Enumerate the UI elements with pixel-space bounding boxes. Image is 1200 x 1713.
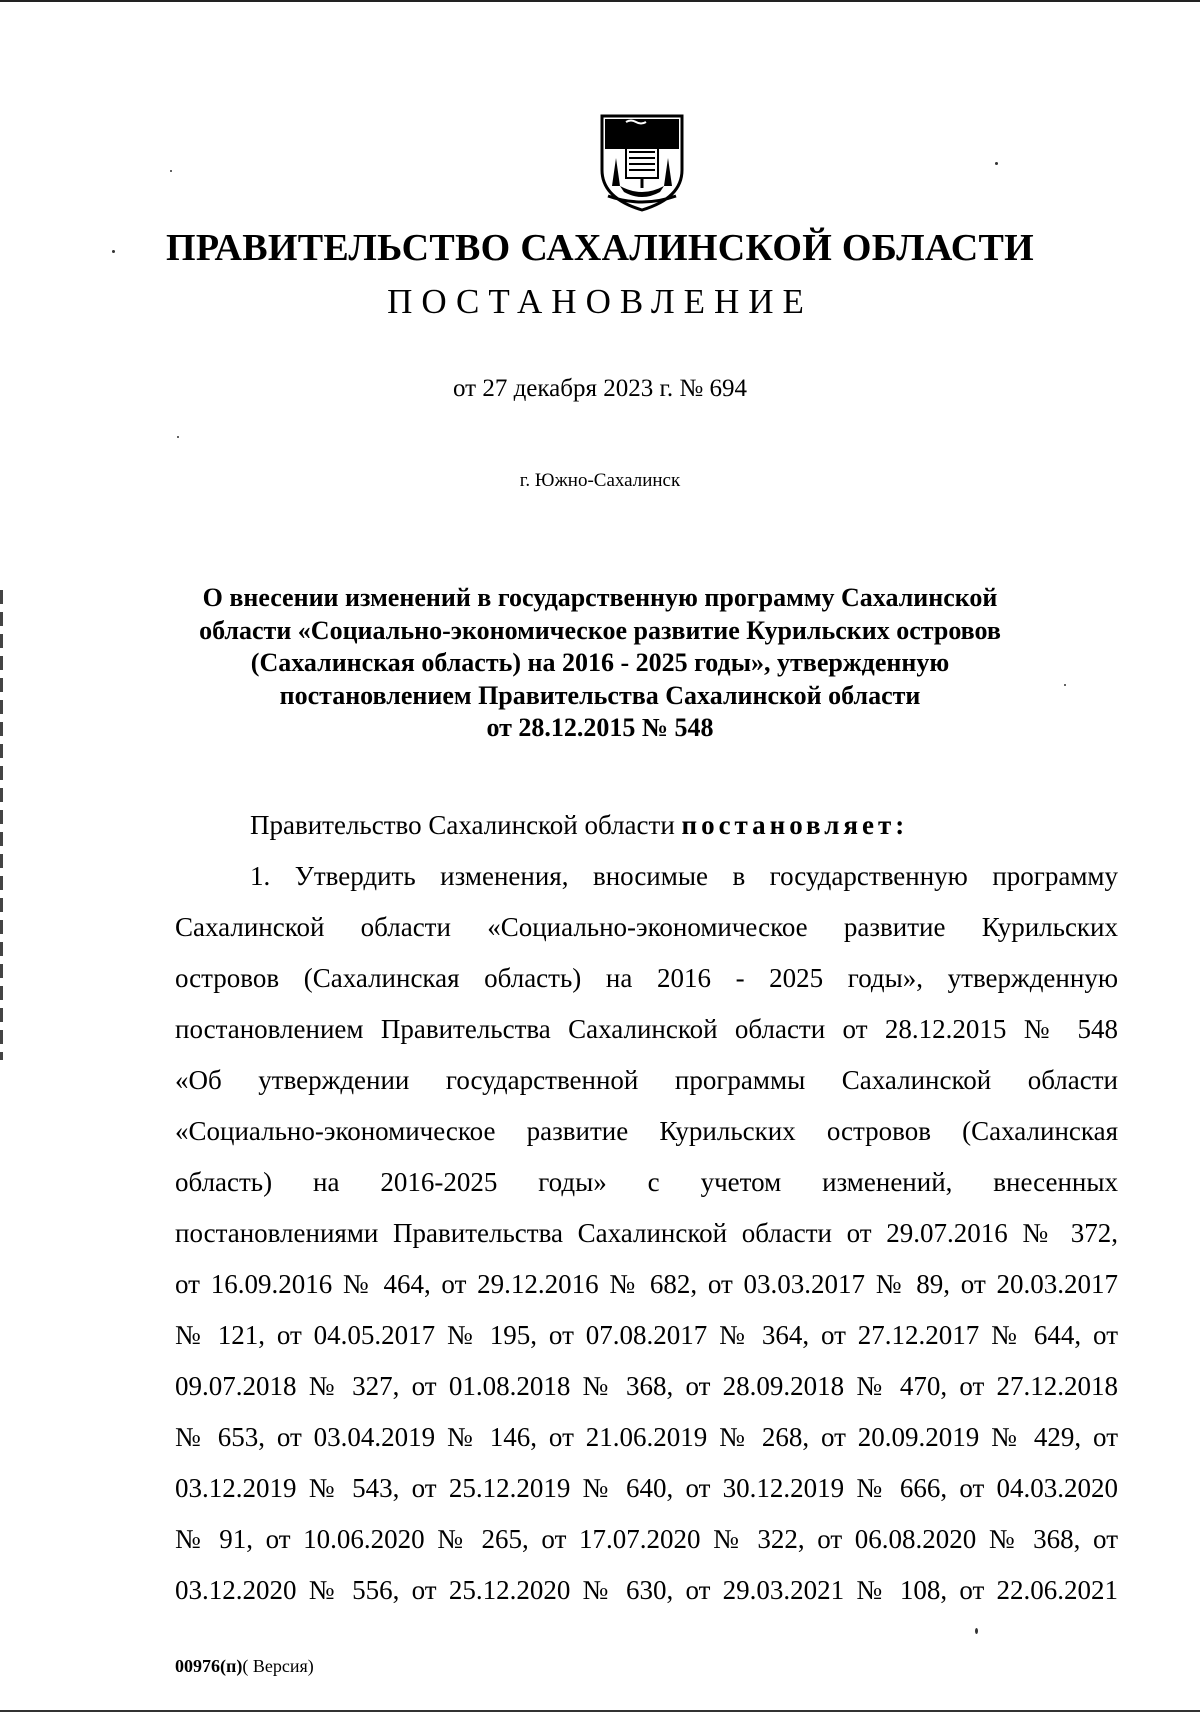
scan-speck	[170, 170, 172, 172]
body-line: № 121, от 04.05.2017 № 195, от 07.08.2017 № 364, от 27.12.2017 № 644, от	[175, 1320, 1118, 1350]
subject-line: (Сахалинская область) на 2016 - 2025 годы», утвержденную	[250, 648, 950, 677]
preamble-text: Правительство Сахалинской области	[250, 810, 682, 840]
footer-document-code	[175, 1656, 314, 1677]
scan-speck	[112, 250, 115, 253]
subject-line: области «Социально-экономическое развитие Курильских островов	[199, 615, 1001, 645]
body-line: «Об утверждении государственной программы Сахалинской области	[175, 1065, 1118, 1095]
coat-of-arms-icon	[596, 112, 688, 212]
body-line: 1. Утвердить изменения, вносимые в государственную программу	[250, 861, 1118, 891]
document-city: г. Южно-Сахалинск	[519, 470, 681, 491]
body-line: 09.07.2018 № 327, от 01.08.2018 № 368, от 28.09.2018 № 470, от 27.12.2018	[175, 1371, 1118, 1401]
preamble-keyword: постановляет:	[681, 810, 909, 840]
scan-speck	[177, 436, 179, 438]
subject-line: постановлением Правительства Сахалинской области	[279, 680, 921, 710]
body-line: от 16.09.2016 № 464, от 29.12.2016 № 682, от 03.03.2017 № 89, от 20.03.2017	[175, 1269, 1118, 1299]
footer-version: ( Версия)	[242, 1656, 314, 1676]
body-line: Сахалинской области «Социально-экономическое развитие Курильских	[175, 912, 1118, 942]
subject-line: О внесении изменений в государственную программу Сахалинской	[202, 583, 998, 612]
body-line: 03.12.2019 № 543, от 25.12.2019 № 640, от 30.12.2019 № 666, от 04.03.2020	[175, 1473, 1118, 1503]
body-line: «Социально-экономическое развитие Курильских островов (Сахалинская	[175, 1116, 1118, 1146]
body-line: постановлением Правительства Сахалинской области от 28.12.2015 № 548	[175, 1014, 1118, 1044]
scan-speck	[1064, 684, 1066, 686]
scan-border-top	[0, 0, 1200, 2]
organization-title: ПРАВИТЕЛЬСТВО САХАЛИНСКОЙ ОБЛАСТИ	[166, 227, 1034, 269]
document-type: ПОСТАНОВЛЕНИЕ	[387, 282, 813, 321]
scan-border-bottom	[0, 1710, 1200, 1712]
body-line: постановлениями Правительства Сахалинской области от 29.07.2016 № 372,	[175, 1218, 1118, 1248]
body-line: 03.12.2020 № 556, от 25.12.2020 № 630, от 29.03.2021 № 108, от 22.06.2021	[175, 1575, 1118, 1605]
body-line: островов (Сахалинская область) на 2016 - 2025 годы», утвержденную	[175, 963, 1118, 993]
scan-edge-marks	[0, 590, 3, 1060]
subject-line: от 28.12.2015 № 548	[486, 713, 714, 742]
document-date-number: от 27 декабря 2023 г. № 694	[452, 375, 748, 402]
footer-code: 00976(п)	[175, 1656, 243, 1676]
scan-speck	[975, 1628, 978, 1634]
scan-speck	[995, 162, 998, 165]
document-subject	[120, 582, 1080, 745]
body-line: № 91, от 10.06.2020 № 265, от 17.07.2020 № 322, от 06.08.2020 № 368, от	[175, 1524, 1118, 1554]
body-line: область) на 2016-2025 годы» с учетом изменений, внесенных	[175, 1167, 1118, 1197]
preamble	[250, 808, 908, 842]
body-line: № 653, от 03.04.2019 № 146, от 21.06.2019 № 268, от 20.09.2019 № 429, от	[175, 1422, 1118, 1452]
